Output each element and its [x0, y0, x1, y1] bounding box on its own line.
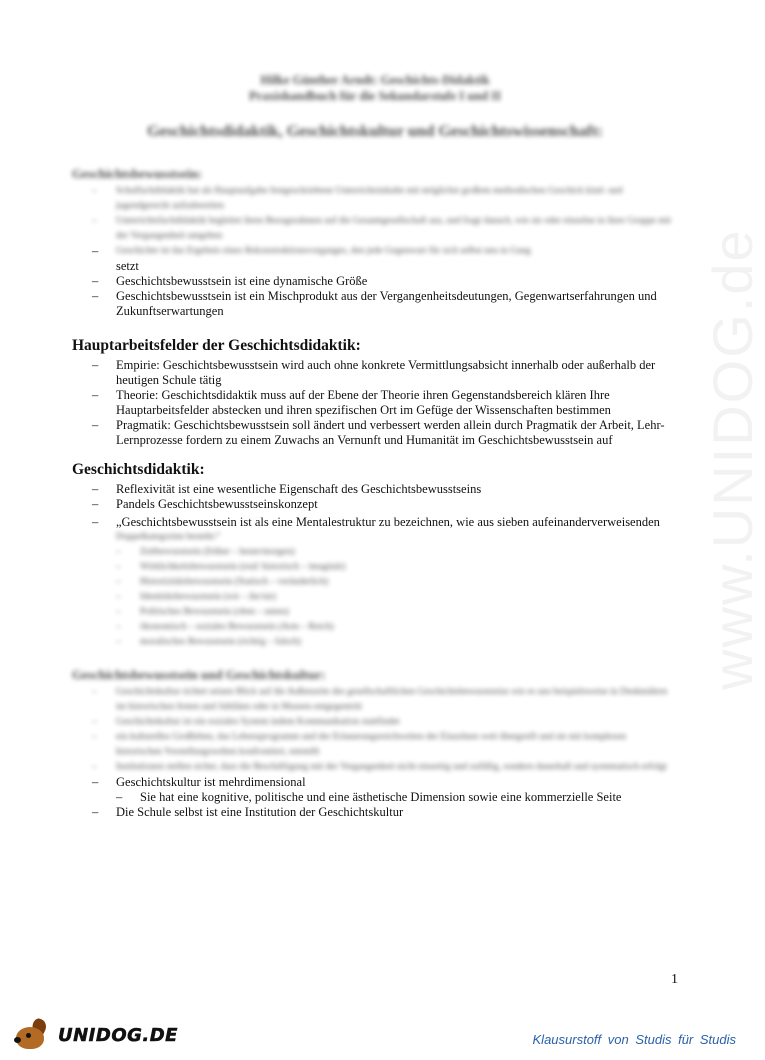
list-item: – Wirklichkeitsbewusstsein (real/ historisch – imaginär) — [72, 560, 672, 575]
blurred-list — [72, 184, 672, 244]
bullet-list — [72, 775, 672, 790]
dog-head-icon — [10, 1017, 58, 1053]
list-item: – Geschichtskultur ist mehrdimensional — [72, 775, 672, 790]
bullet-list — [72, 805, 672, 820]
section-hauptarbeitsfelder — [72, 336, 672, 448]
list-item: – Pandels Geschichtsbewusstseinskonzept — [72, 497, 672, 512]
list-item: – Geschichtsbewusstsein ist eine dynamische Größe — [72, 274, 672, 289]
section-geschichtskultur — [72, 666, 672, 820]
logo-text: UNIDOG.DE — [58, 1024, 178, 1046]
list-item: – moralisches Bewusstsein (richtig – falsch) — [72, 635, 672, 650]
list-item: – Historizitätsbewusstsein (Statisch – veränderlich) — [72, 575, 672, 590]
section-geschichtsbewusstsein — [72, 165, 672, 319]
footer — [0, 1012, 750, 1060]
sub-list — [72, 790, 672, 805]
list-item: – Die Schule selbst ist eine Institution der Geschichtskultur — [72, 805, 672, 820]
list-item — [72, 244, 672, 274]
bullet-list — [72, 358, 672, 448]
main-heading: Geschichtsdidaktik, Geschichtskultur und Geschichtswissenschaft: — [147, 123, 603, 140]
list-item: – Empirie: Geschichtsbewusstsein wird auch ohne konkrete Vermittlungsabsicht innerhalb oder außerhalb der heutigen Schule tätig — [72, 358, 672, 388]
page-number: 1 — [671, 972, 678, 987]
list-item: – ein kulturelles Großleben, das Lebensprogramm und der Erinnerungsreichweiten der Einzelnen weit übergreift und sie mit komplexen historischen Vorstellungswelten konfrontiert, entstellt — [72, 730, 672, 760]
list-item: – Identitätsbewusstsein (wir – ihr/sie) — [72, 590, 672, 605]
visible-text: setzt — [116, 259, 139, 273]
list-item: – Geschichtsbewusstsein ist ein Mischprodukt aus der Vergangenheitsdeutungen, Gegenwartserfahrungen und Zukunftserwartungen — [72, 289, 672, 319]
list-item: – Geschichtskultur ist ein soziales System indem Kommunikation stattfindet — [72, 715, 672, 730]
section-title: Geschichtsdidaktik: — [72, 461, 205, 478]
list-item: – Geschichtskultur richtet seinen Blick auf die Außenseite des gesellschaftlichen Geschichtsbewusstseins wie es uns beispielsweise in Denkmälern im historischen festen und Jubiläen oder in Museen entgegentritt — [72, 685, 672, 715]
list-item: – Politisches Bewusstsein (oben – unten) — [72, 605, 672, 620]
list-item: – Theorie: Geschichtsdidaktik muss auf der Ebene der Theorie ihren Gegenstandsbereich klären Ihre Hauptarbeitsfelder abstecken und ihren spezifischen Ort im Gefüge der Wissenschaften bestimmen — [72, 388, 672, 418]
list-item: – ökonomisch – soziales Bewusstsein (Arm – Reich) — [72, 620, 672, 635]
list-item — [72, 515, 672, 545]
blurred-sublist — [72, 545, 672, 650]
author-title-line: Hilke Günther Arndt: Geschichts-Didaktik — [260, 73, 490, 87]
unidog-logo[interactable] — [10, 1016, 178, 1054]
watermark-text: www.UNIDOG.de — [701, 228, 764, 690]
footer-slogan: Klausurstoff von Studis für Studis — [532, 1032, 736, 1047]
list-item: – Institutionen stellen sicher, dass die Beschäftigung mit der Vergangenheit nicht einseitig und zufällig, sondern dauerhaft und systematisch erfolgt — [72, 760, 672, 775]
section-title: Hauptarbeitsfelder der Geschichtsdidaktik: — [72, 337, 361, 354]
blurred-text: Doppelkategorien besteht:“ — [116, 532, 221, 542]
bullet-list — [72, 244, 672, 319]
list-item: – Pragmatik: Geschichtsbewusstsein soll ändert und verbessert werden allein durch Pragmatik der Arbeit, Lehr-Lernprozesse fordern zu einem Zuwachs an Vernunft und Humanität im Geschichtsbewusstsein auf — [72, 418, 672, 448]
blurred-text: – Geschichte ist das Ergebnis eines Rekonstruktionsvorganges, den jede Gegenwart für sich selbst neu in Gang — [116, 246, 531, 256]
section-title: Geschichtsbewusstsein: — [72, 166, 203, 181]
blurred-list — [72, 685, 672, 775]
quote-text: „Geschichtsbewusstsein ist als eine Mentalestruktur zu bezeichnen, wie aus sieben aufeinanderverweisenden — [116, 515, 660, 529]
list-item: – Schulfachdidaktik hat als Hauptaufgabe festgeschriebene Unterrichtsinhalte mit möglichst großem methodischen Geschick kind- und jugendgerecht aufzubereiten — [72, 184, 672, 214]
list-item: – Reflexivität ist eine wesentliche Eigenschaft des Geschichtsbewusstseins — [72, 482, 672, 497]
bullet-list — [72, 482, 672, 545]
list-item: – Zeitbewusstsein (früher – heute/morgen) — [72, 545, 672, 560]
book-subtitle-line: Praxishandbuch für die Sekundarstufe I und II — [249, 89, 501, 103]
list-item: – Sie hat eine kognitive, politische und eine ästhetische Dimension sowie eine kommerzielle Seite — [72, 790, 672, 805]
section-title: Geschichtsbewusstsein und Geschichtskultur: — [72, 667, 326, 682]
section-geschichtsdidaktik — [72, 460, 672, 650]
list-item: – Unterrichtsfachdidaktik begleitet ihren Bezugsrahmen auf die Gesamtgesellschaft aus, und fragt danach, wie sie oder einzelne in ihrer Gruppe mit der Vergangenheit umgehen — [72, 214, 672, 244]
